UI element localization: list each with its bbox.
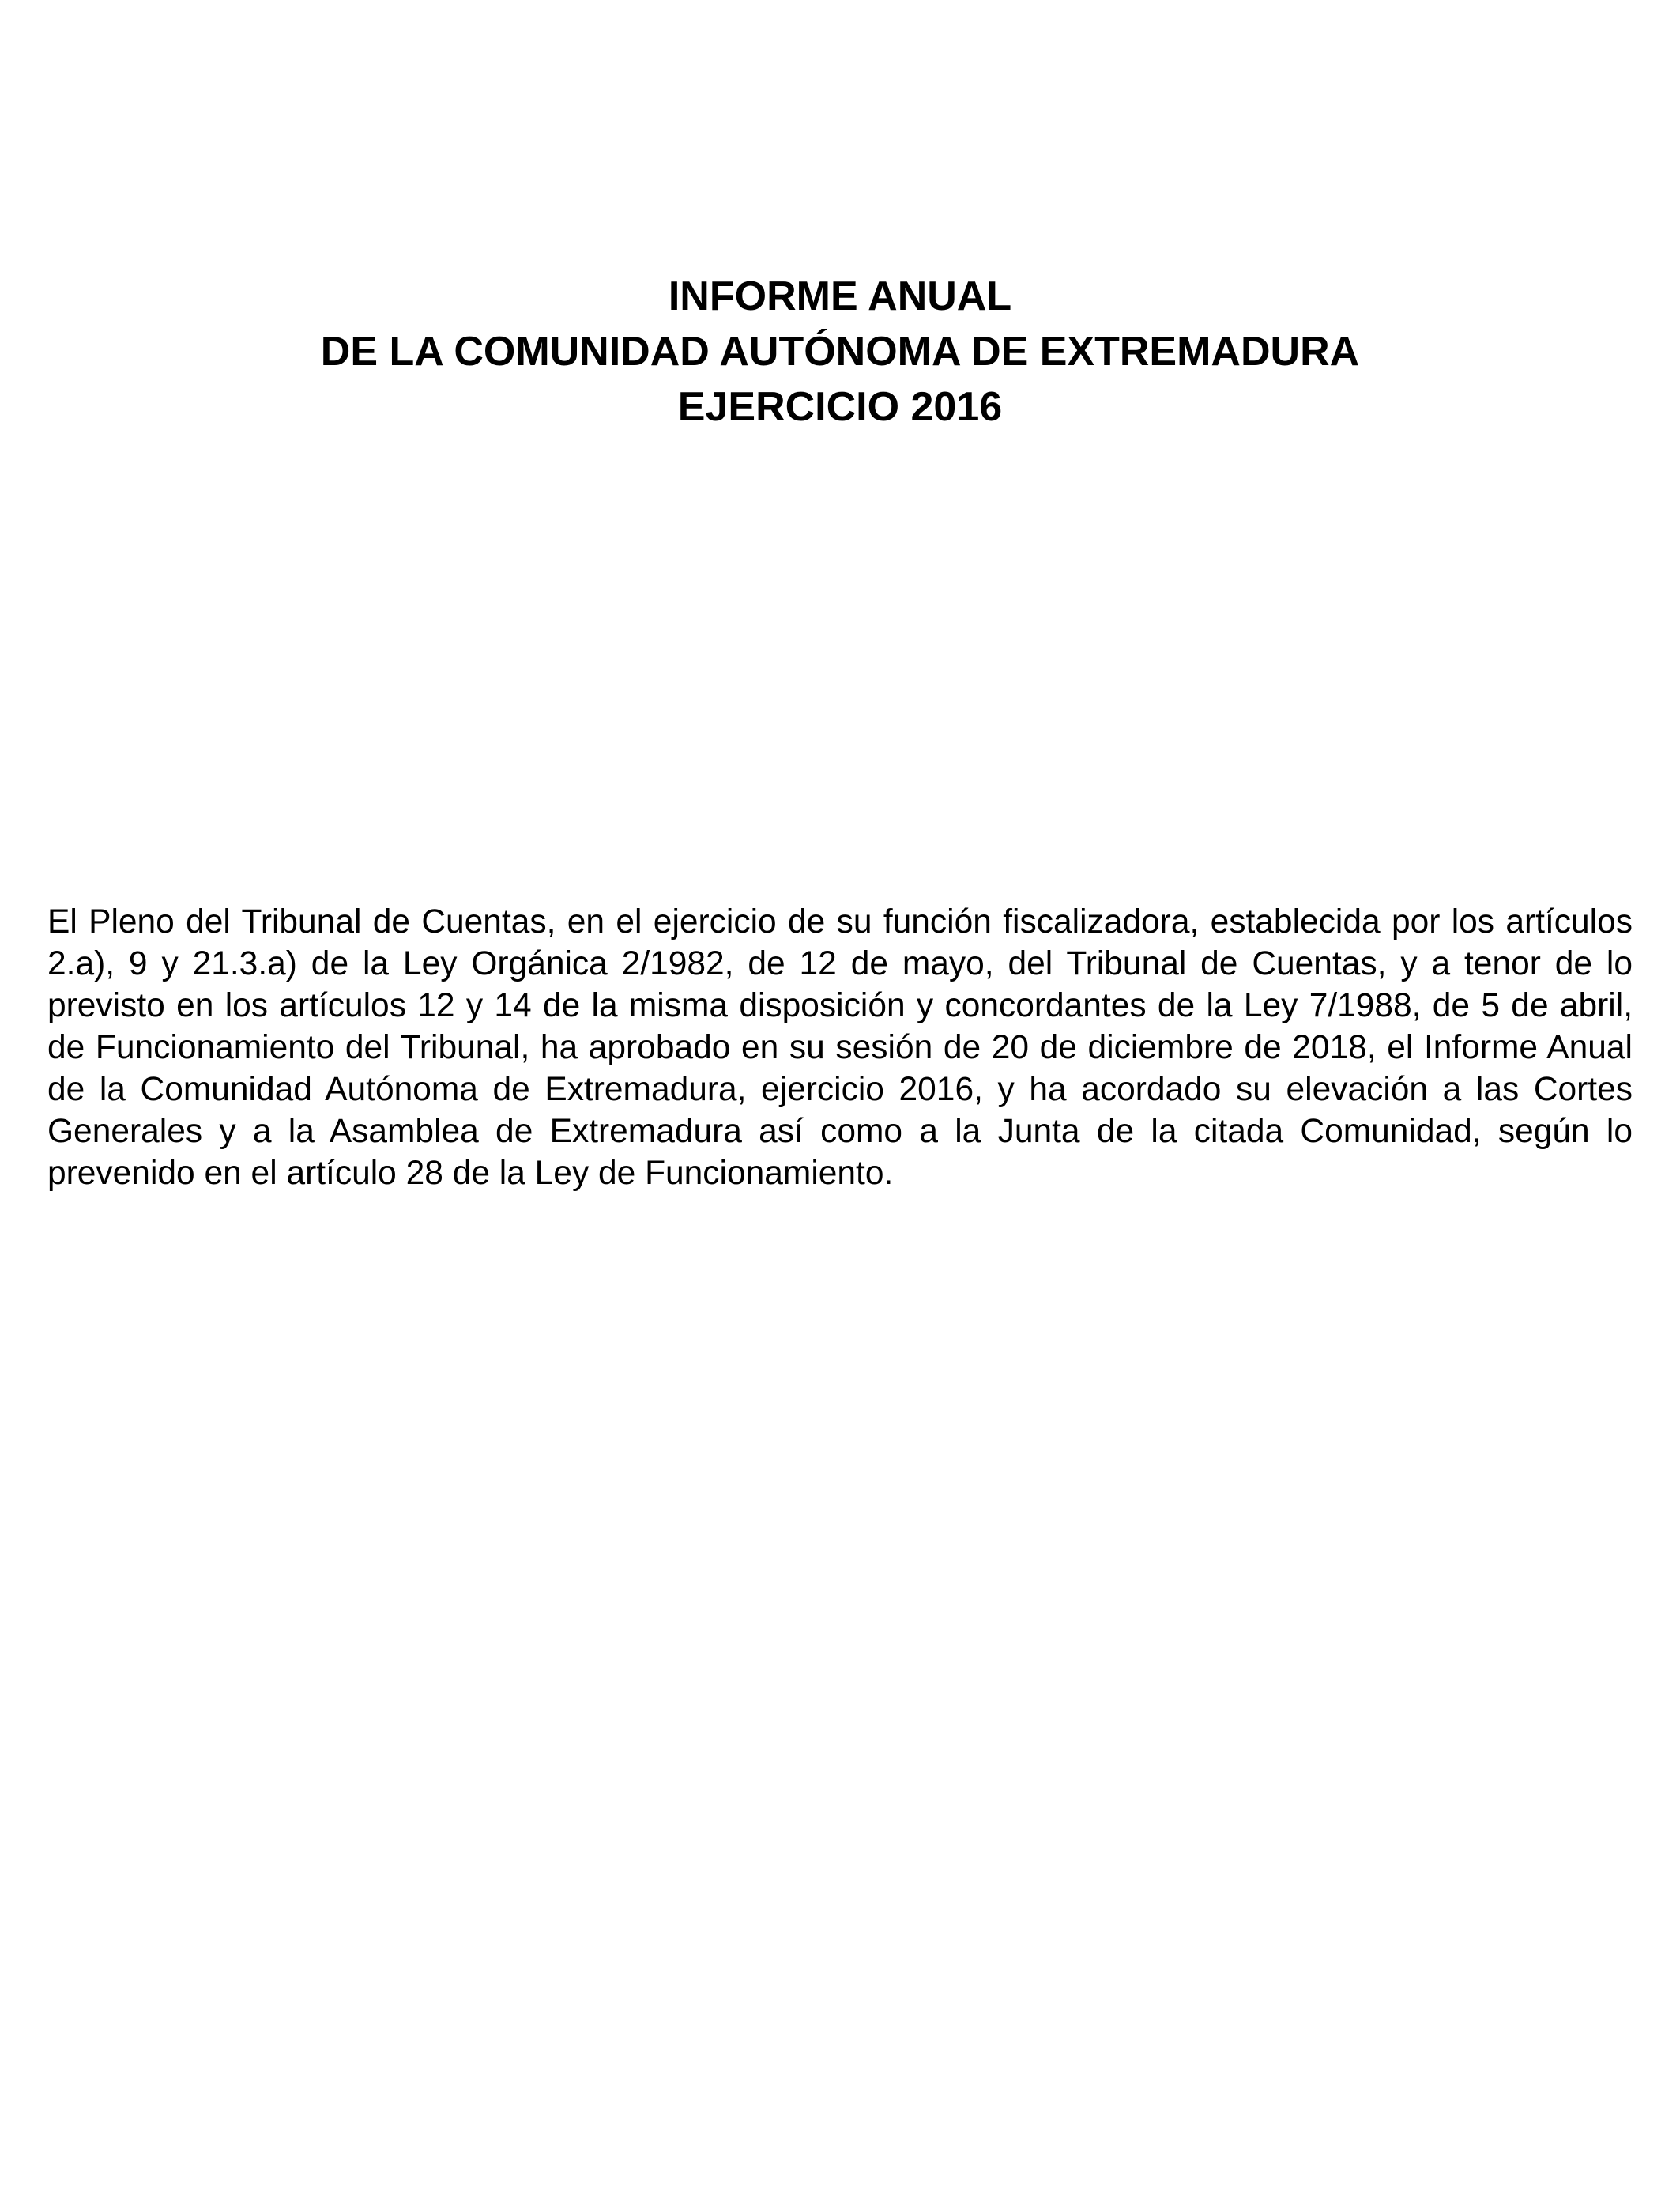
document-title [0, 269, 1680, 435]
document-body [47, 901, 1633, 1194]
title-line-community: DE LA COMUNIDAD AUTÓNOMA DE EXTREMADURA [320, 329, 1360, 375]
title-line-year: EJERCICIO 2016 [677, 384, 1003, 430]
title-line-report: INFORME ANUAL [668, 273, 1012, 319]
approval-paragraph: El Pleno del Tribunal de Cuentas, en el ejercicio de su función fiscalizadora, establecida por los artículos 2.a), 9 y 21.3.a) de la Ley Orgánica 2/1982, de 12 de mayo, del Tribunal de Cuentas, y a tenor de lo previsto en los artículos 12 y 14 de la misma disposición y concordantes de la Ley 7/1988, de 5 de abril, de Funcionamiento del Tribunal, ha aprobado en su sesión de 20 de diciembre de 2018, el Informe Anual de la Comunidad Autónoma de Extremadura, ejercicio 2016, y ha acordado su elevación a las Cortes Generales y a la Asamblea de Extremadura así como a la Junta de la citada Comunidad, según lo prevenido en el artículo 28 de la Ley de Funcionamiento. [47, 903, 1633, 1192]
